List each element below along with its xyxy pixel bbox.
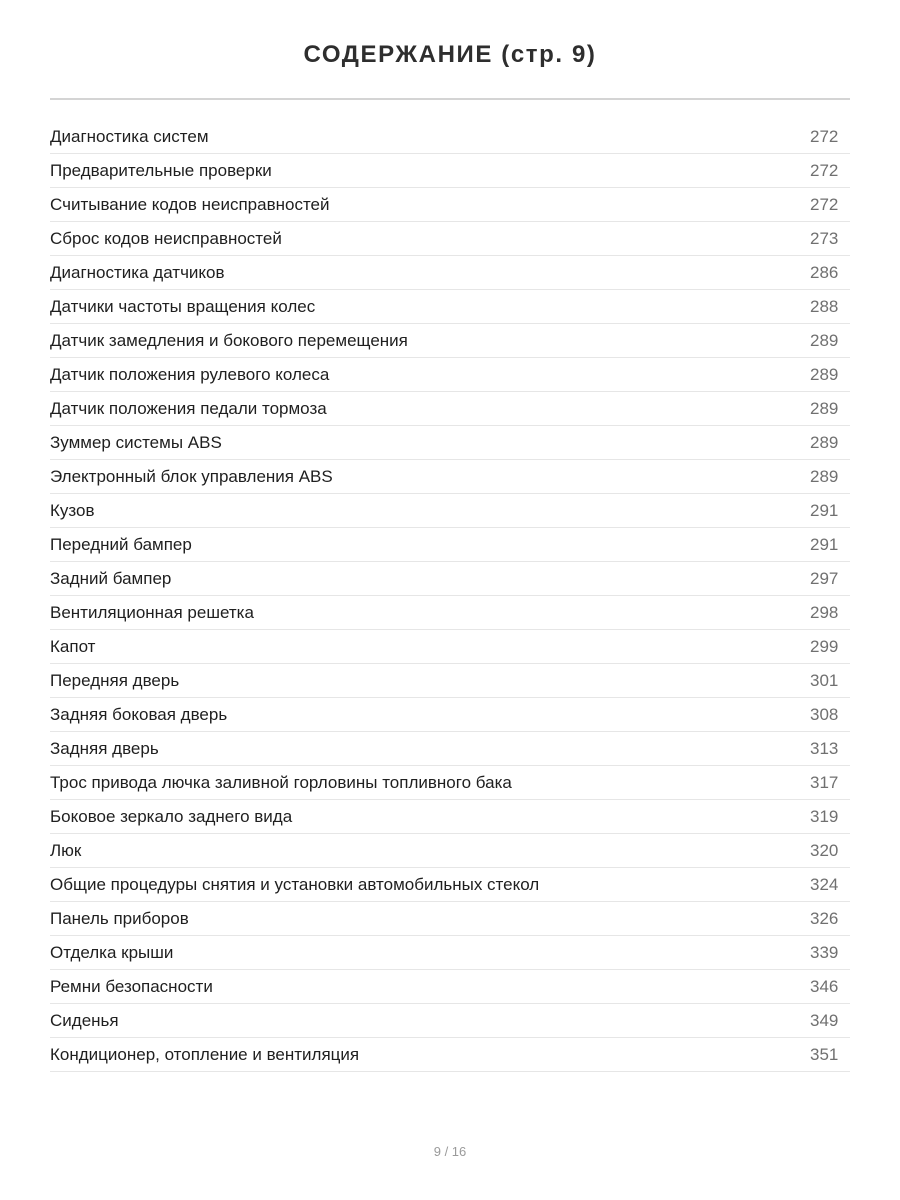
- page-title: СОДЕРЖАНИЕ (стр. 9): [303, 41, 597, 68]
- toc-entry[interactable]: [50, 732, 850, 766]
- toc-entry-page: 351: [810, 1044, 839, 1064]
- toc-entry-page: 308: [810, 704, 839, 724]
- toc-entry-page: 291: [810, 534, 839, 554]
- toc-entry-title[interactable]: Вентиляционная решетка: [50, 602, 254, 622]
- toc-entry[interactable]: [50, 1004, 850, 1038]
- toc-entry-title[interactable]: Датчик положения рулевого колеса: [50, 364, 330, 384]
- toc-entry[interactable]: [50, 256, 850, 290]
- toc-entry-page: 297: [810, 568, 839, 588]
- toc-entry[interactable]: [50, 936, 850, 970]
- toc-entry-title[interactable]: Предварительные проверки: [50, 160, 272, 180]
- toc-entry-title[interactable]: Задняя дверь: [50, 738, 159, 758]
- toc-entry-page: 272: [810, 126, 839, 146]
- toc-entry-title[interactable]: Капот: [50, 636, 96, 656]
- toc-entry[interactable]: [50, 834, 850, 868]
- toc-entry-title[interactable]: Датчики частоты вращения колес: [50, 296, 316, 316]
- toc-entry[interactable]: [50, 766, 850, 800]
- toc-entry-title[interactable]: Кузов: [50, 500, 95, 520]
- toc-entry[interactable]: [50, 426, 850, 460]
- toc-entry-title[interactable]: Задняя боковая дверь: [50, 704, 228, 724]
- toc-entry[interactable]: [50, 358, 850, 392]
- toc-entry[interactable]: [50, 800, 850, 834]
- toc-entry-page: 320: [810, 840, 839, 860]
- toc-list: [50, 120, 850, 1072]
- toc-entry[interactable]: [50, 970, 850, 1004]
- toc-entry-title[interactable]: Считывание кодов неисправностей: [50, 194, 330, 214]
- toc-entry[interactable]: [50, 1038, 850, 1072]
- toc-entry-title[interactable]: Сброс кодов неисправностей: [50, 228, 282, 248]
- toc-entry-title[interactable]: Датчик положения педали тормоза: [50, 398, 327, 418]
- toc-entry-page: 289: [810, 364, 839, 384]
- toc-entry[interactable]: [50, 630, 850, 664]
- toc-entry[interactable]: [50, 392, 850, 426]
- toc-entry[interactable]: [50, 528, 850, 562]
- toc-entry-page: 288: [810, 296, 839, 316]
- toc-entry-title[interactable]: Задний бампер: [50, 568, 172, 588]
- page-number: 9 / 16: [433, 1144, 467, 1159]
- toc-entry-page: 289: [810, 398, 839, 418]
- toc-entry-title[interactable]: Кондиционер, отопление и вентиляция: [50, 1044, 360, 1064]
- toc-entry[interactable]: [50, 324, 850, 358]
- toc-entry-page: 301: [810, 670, 839, 690]
- toc-entry-page: 319: [810, 806, 839, 826]
- toc-entry-page: 349: [810, 1010, 839, 1030]
- title-divider: [50, 98, 850, 100]
- toc-entry-title[interactable]: Сиденья: [50, 1010, 119, 1030]
- toc-entry[interactable]: [50, 188, 850, 222]
- toc-entry-title[interactable]: Передний бампер: [50, 534, 192, 554]
- toc-entry-page: 299: [810, 636, 839, 656]
- toc-entry[interactable]: [50, 596, 850, 630]
- toc-entry-page: 339: [810, 942, 839, 962]
- toc-entry-title[interactable]: Боковое зеркало заднего вида: [50, 806, 293, 826]
- toc-entry[interactable]: [50, 698, 850, 732]
- toc-entry-title[interactable]: Диагностика систем: [50, 126, 209, 146]
- toc-entry[interactable]: [50, 562, 850, 596]
- toc-entry-title[interactable]: Люк: [50, 840, 82, 860]
- toc-entry-page: 289: [810, 432, 839, 452]
- toc-entry-page: 317: [810, 772, 839, 792]
- toc-entry-page: 289: [810, 330, 839, 350]
- toc-entry-title[interactable]: Ремни безопасности: [50, 976, 213, 996]
- toc-entry-page: 346: [810, 976, 839, 996]
- toc-entry-title[interactable]: Общие процедуры снятия и установки автомобильных стекол: [50, 874, 540, 894]
- toc-entry[interactable]: [50, 120, 850, 154]
- toc-entry-page: 286: [810, 262, 839, 282]
- toc-entry[interactable]: [50, 664, 850, 698]
- toc-entry-title[interactable]: Электронный блок управления ABS: [50, 466, 333, 486]
- toc-entry-title[interactable]: Отделка крыши: [50, 942, 174, 962]
- toc-entry[interactable]: [50, 460, 850, 494]
- toc-entry-title[interactable]: Передняя дверь: [50, 670, 180, 690]
- toc-entry-page: 272: [810, 160, 839, 180]
- toc-entry-page: 326: [810, 908, 839, 928]
- toc-entry-title[interactable]: Датчик замедления и бокового перемещения: [50, 330, 408, 350]
- toc-entry-page: 313: [810, 738, 839, 758]
- toc-entry-title[interactable]: Зуммер системы ABS: [50, 432, 222, 452]
- toc-entry[interactable]: [50, 494, 850, 528]
- toc-entry[interactable]: [50, 290, 850, 324]
- toc-entry[interactable]: [50, 902, 850, 936]
- toc-entry-title[interactable]: Трос привода лючка заливной горловины топливного бака: [50, 772, 512, 792]
- toc-entry-title[interactable]: Диагностика датчиков: [50, 262, 225, 282]
- toc-entry-page: 272: [810, 194, 839, 214]
- toc-entry[interactable]: [50, 222, 850, 256]
- toc-entry-page: 273: [810, 228, 839, 248]
- toc-entry-page: 289: [810, 466, 839, 486]
- toc-entry[interactable]: [50, 154, 850, 188]
- toc-entry-page: 324: [810, 874, 839, 894]
- toc-entry[interactable]: [50, 868, 850, 902]
- toc-entry-title[interactable]: Панель приборов: [50, 908, 189, 928]
- toc-entry-page: 298: [810, 602, 839, 622]
- toc-entry-page: 291: [810, 500, 839, 520]
